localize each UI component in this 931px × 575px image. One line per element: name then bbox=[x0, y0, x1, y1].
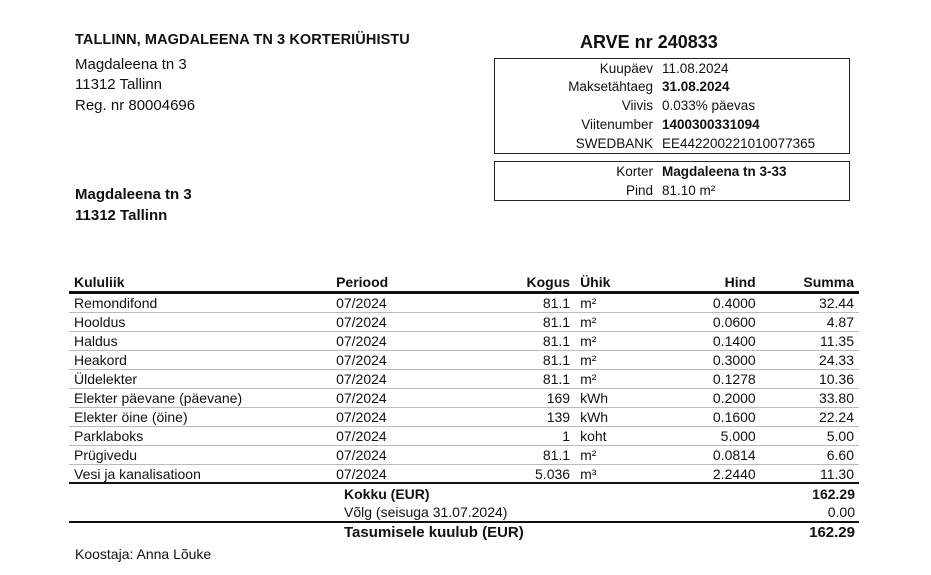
items-table bbox=[69, 273, 859, 484]
cell-sum: 6.60 bbox=[761, 446, 859, 465]
cell-period: 07/2024 bbox=[331, 370, 458, 389]
detail-label: Viivis bbox=[621, 98, 653, 113]
table-row bbox=[69, 293, 859, 313]
table-row bbox=[69, 389, 859, 408]
header-type: Kululiik bbox=[69, 273, 331, 293]
table-row bbox=[69, 465, 859, 484]
table-row bbox=[69, 313, 859, 332]
header-sum: Summa bbox=[761, 273, 859, 293]
cell-price: 0.1600 bbox=[663, 408, 761, 427]
cell-period: 07/2024 bbox=[331, 427, 458, 446]
author-line: Koostaja: Anna Lõuke bbox=[75, 546, 212, 562]
cell-type: Parklaboks bbox=[69, 427, 331, 446]
cell-qty: 81.1 bbox=[458, 370, 575, 389]
cell-sum: 22.24 bbox=[761, 408, 859, 427]
cell-unit: koht bbox=[575, 427, 663, 446]
total-row bbox=[339, 485, 855, 503]
cell-sum: 33.80 bbox=[761, 389, 859, 408]
detail-value: 11.08.2024 bbox=[662, 61, 729, 76]
issuer-reg-no: Reg. nr 80004696 bbox=[75, 97, 196, 114]
cell-qty: 81.1 bbox=[458, 293, 575, 313]
cell-sum: 10.36 bbox=[761, 370, 859, 389]
cell-sum: 24.33 bbox=[761, 351, 859, 370]
cell-type: Elekter päevane (päevane) bbox=[69, 389, 331, 408]
cell-unit: m² bbox=[575, 332, 663, 351]
cell-qty: 1 bbox=[458, 427, 575, 446]
cell-qty: 81.1 bbox=[458, 332, 575, 351]
cell-sum: 32.44 bbox=[761, 293, 859, 313]
detail-row bbox=[495, 59, 849, 78]
table-row bbox=[69, 446, 859, 465]
cell-unit: m² bbox=[575, 293, 663, 313]
table-row bbox=[69, 427, 859, 446]
debt-label: Võlg (seisuga 31.07.2024) bbox=[344, 504, 508, 520]
cell-type: Prügivedu bbox=[69, 446, 331, 465]
apartment-label: Pind bbox=[625, 183, 653, 198]
cell-type: Heakord bbox=[69, 351, 331, 370]
cell-type: Üldelekter bbox=[69, 370, 331, 389]
cell-period: 07/2024 bbox=[331, 465, 458, 484]
detail-label: Kuupäev bbox=[599, 61, 653, 76]
detail-row bbox=[495, 96, 849, 115]
header-unit: Ühik bbox=[575, 273, 663, 293]
payable-label: Tasumisele kuulub (EUR) bbox=[344, 524, 524, 541]
debt-row bbox=[339, 503, 855, 521]
cell-qty: 81.1 bbox=[458, 313, 575, 332]
detail-label: Viitenumber bbox=[581, 117, 653, 132]
table-row bbox=[69, 370, 859, 389]
cell-qty: 139 bbox=[458, 408, 575, 427]
header-qty: Kogus bbox=[458, 273, 575, 293]
cell-price: 0.2000 bbox=[663, 389, 761, 408]
cell-price: 2.2440 bbox=[663, 465, 761, 484]
cell-price: 5.000 bbox=[663, 427, 761, 446]
cell-qty: 81.1 bbox=[458, 351, 575, 370]
totals-divider bbox=[69, 482, 859, 484]
cell-sum: 11.30 bbox=[761, 465, 859, 484]
cell-unit: m² bbox=[575, 370, 663, 389]
cell-qty: 169 bbox=[458, 389, 575, 408]
cell-type: Haldus bbox=[69, 332, 331, 351]
detail-value: 0.033% päevas bbox=[662, 98, 756, 113]
cell-period: 07/2024 bbox=[331, 446, 458, 465]
table-row bbox=[69, 351, 859, 370]
recipient-address-line1: Magdaleena tn 3 bbox=[75, 186, 192, 203]
apartment-row bbox=[495, 162, 849, 181]
payable-value: 162.29 bbox=[809, 524, 855, 541]
cell-period: 07/2024 bbox=[331, 389, 458, 408]
apartment-row bbox=[495, 181, 849, 200]
issuer-name: TALLINN, MAGDALEENA TN 3 KORTERIÜHISTU bbox=[75, 32, 410, 48]
cell-unit: kWh bbox=[575, 389, 663, 408]
invoice-title-prefix: ARVE nr bbox=[580, 32, 653, 52]
issuer-address-line2: 11312 Tallinn bbox=[75, 76, 163, 93]
cell-sum: 5.00 bbox=[761, 427, 859, 446]
cell-period: 07/2024 bbox=[331, 293, 458, 313]
cell-price: 0.1400 bbox=[663, 332, 761, 351]
header-price: Hind bbox=[663, 273, 761, 293]
detail-label: SWEDBANK bbox=[575, 136, 653, 151]
cell-period: 07/2024 bbox=[331, 313, 458, 332]
cell-type: Elekter öine (öine) bbox=[69, 408, 331, 427]
cell-period: 07/2024 bbox=[331, 332, 458, 351]
debt-value: 0.00 bbox=[827, 504, 855, 520]
apartment-label: Korter bbox=[616, 164, 653, 179]
invoice-title bbox=[580, 32, 718, 53]
apartment-value: Magdaleena tn 3-33 bbox=[662, 164, 787, 179]
detail-label: Maksetähtaeg bbox=[568, 79, 653, 94]
detail-value: EE442200221010077365 bbox=[662, 136, 816, 151]
apartment-box bbox=[494, 161, 850, 201]
cell-sum: 4.87 bbox=[761, 313, 859, 332]
cell-price: 0.3000 bbox=[663, 351, 761, 370]
detail-row bbox=[495, 77, 849, 96]
cell-price: 0.0814 bbox=[663, 446, 761, 465]
detail-value: 31.08.2024 bbox=[662, 79, 730, 94]
apartment-value: 81.10 m² bbox=[662, 183, 716, 198]
cell-unit: m² bbox=[575, 446, 663, 465]
cell-qty: 81.1 bbox=[458, 446, 575, 465]
detail-value: 1400300331094 bbox=[662, 117, 760, 132]
total-value: 162.29 bbox=[812, 486, 855, 502]
cell-type: Vesi ja kanalisatioon bbox=[69, 465, 331, 484]
detail-row bbox=[495, 134, 849, 153]
cell-period: 07/2024 bbox=[331, 408, 458, 427]
cell-type: Remondifond bbox=[69, 293, 331, 313]
cell-unit: m² bbox=[575, 313, 663, 332]
issuer-address-line1: Magdaleena tn 3 bbox=[75, 56, 187, 73]
table-row bbox=[69, 332, 859, 351]
cell-sum: 11.35 bbox=[761, 332, 859, 351]
cell-period: 07/2024 bbox=[331, 351, 458, 370]
invoice-details-box bbox=[494, 58, 850, 154]
total-label: Kokku (EUR) bbox=[344, 486, 430, 502]
table-row bbox=[69, 408, 859, 427]
recipient-address-line2: 11312 Tallinn bbox=[75, 207, 168, 224]
cell-qty: 5.036 bbox=[458, 465, 575, 484]
cell-price: 0.4000 bbox=[663, 293, 761, 313]
cell-unit: m³ bbox=[575, 465, 663, 484]
header-period: Periood bbox=[331, 273, 458, 293]
cell-price: 0.0600 bbox=[663, 313, 761, 332]
payable-row bbox=[339, 524, 855, 542]
payable-divider bbox=[69, 521, 859, 523]
cell-unit: m² bbox=[575, 351, 663, 370]
detail-row bbox=[495, 115, 849, 134]
table-header-row bbox=[69, 273, 859, 293]
cell-price: 0.1278 bbox=[663, 370, 761, 389]
cell-type: Hooldus bbox=[69, 313, 331, 332]
invoice-number: 240833 bbox=[657, 32, 718, 52]
cell-unit: kWh bbox=[575, 408, 663, 427]
